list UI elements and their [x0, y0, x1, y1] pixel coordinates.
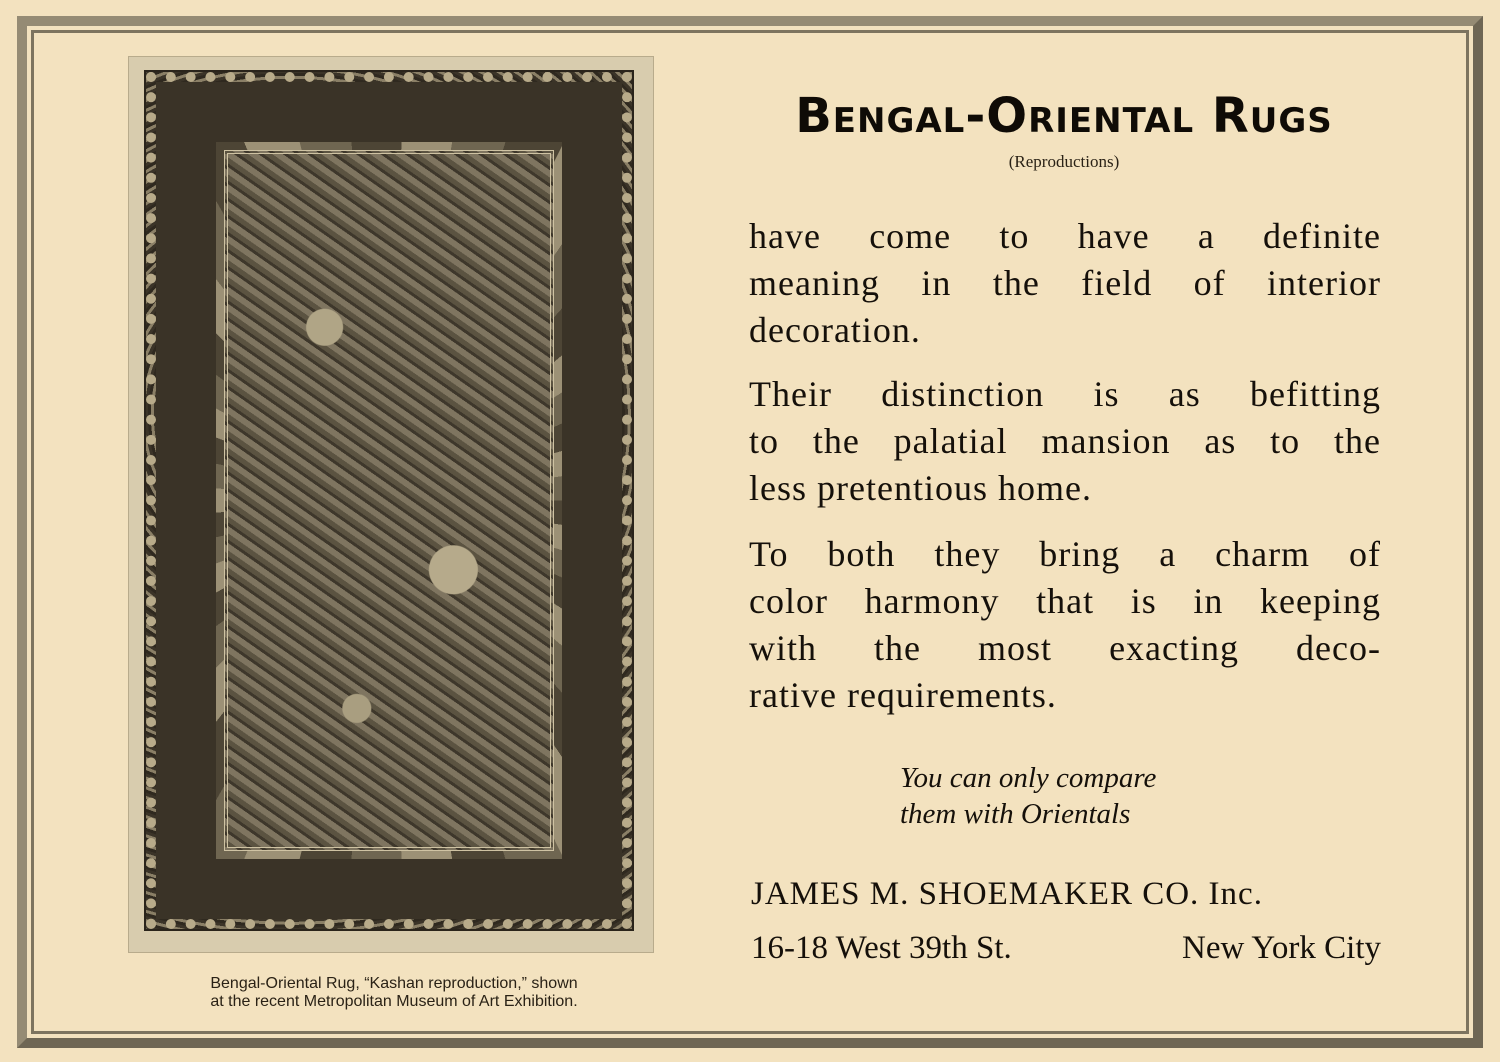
text-line: meaning in the field of interior	[749, 263, 1381, 303]
tagline-line: You can only compare	[900, 762, 1157, 794]
caption-line: at the recent Metropolitan Museum of Art Exhibition.	[210, 993, 578, 1010]
rug-image	[144, 70, 634, 931]
text-line: decoration.	[749, 310, 921, 350]
photo-caption	[120, 975, 668, 1011]
company-name: JAMES M. SHOEMAKER CO. Inc.	[751, 876, 1263, 912]
text-line: have come to have a definite	[749, 216, 1381, 256]
tagline-line: them with Orientals	[900, 798, 1131, 830]
caption-line: Bengal-Oriental Rug, “Kashan reproduction,” shown	[210, 975, 578, 992]
subheading: (Reproductions)	[1008, 152, 1120, 171]
text-line: to the palatial mansion as to the	[749, 421, 1381, 461]
rug-border-pattern	[156, 82, 622, 919]
address-row	[751, 930, 1381, 967]
text-line: rative requirements.	[749, 675, 1057, 715]
text-line: To both they bring a charm of	[749, 534, 1381, 574]
paragraph-1	[749, 213, 1381, 354]
street-address: 16-18 West 39th St.	[751, 930, 1012, 966]
rug-photograph	[128, 56, 654, 953]
text-line: less pretentious home.	[749, 468, 1092, 508]
headline: Bengal-Oriental Rugs	[795, 88, 1333, 144]
tagline	[900, 760, 1240, 832]
text-line: with the most exacting deco-	[749, 628, 1381, 668]
rug-field-pattern	[224, 150, 554, 851]
city: New York City	[1182, 930, 1381, 966]
text-line: Their distinction is as befitting	[749, 374, 1381, 414]
text-line: color harmony that is in keeping	[749, 581, 1381, 621]
paragraph-2	[749, 371, 1381, 512]
paragraph-3	[749, 531, 1381, 719]
